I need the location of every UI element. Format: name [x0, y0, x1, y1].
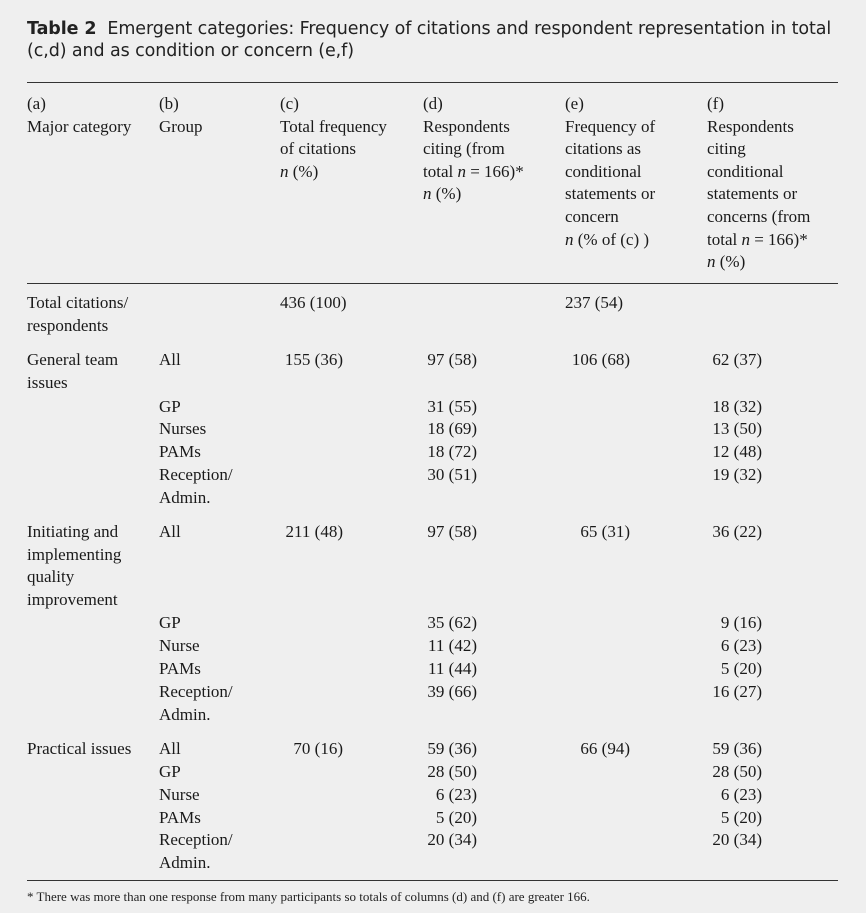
conditional-respondents-cell: 9 (16)	[720, 613, 762, 632]
bottom-rule	[27, 880, 838, 881]
conditional-respondents-cell: 28 (50)	[712, 762, 762, 781]
group-cell: PAMs	[159, 659, 201, 678]
respondents-cell: 28 (50)	[427, 762, 477, 781]
respondents-cell: 6 (23)	[435, 785, 477, 804]
citations-cell: 155 (36)	[284, 350, 343, 369]
conditional-respondents-cell: 18 (32)	[712, 397, 762, 416]
group-cell: Nurse	[159, 636, 200, 655]
header-total-frequency: (c) Total frequency of citations n (%)	[280, 94, 387, 181]
respondents-cell: 30 (51)	[427, 465, 477, 484]
conditional-respondents-cell: 12 (48)	[712, 442, 762, 461]
group-cell: PAMs	[159, 442, 201, 461]
header-respondents-citing: (d) Respondents citing (from total n = 166)* n (%)	[423, 94, 524, 204]
conditional-respondents-cell: 6 (23)	[720, 636, 762, 655]
table-footnote: * There was more than one response from many participants so totals of columns (d) and (f) are greater 166.	[27, 889, 590, 904]
group-cell: Reception/ Admin.	[159, 830, 233, 872]
group-cell: GP	[159, 762, 181, 781]
group-cell: All	[159, 522, 181, 541]
respondents-cell: 18 (72)	[427, 442, 477, 461]
header-conditional-respondents: (f) Respondents citing conditional statements or concerns (from total n = 166)* n (%)	[707, 94, 811, 272]
respondents-cell: 39 (66)	[427, 682, 477, 701]
conditional-respondents-cell: 5 (20)	[720, 659, 762, 678]
citations-cell: 70 (16)	[293, 739, 343, 758]
conditional-respondents-cell: 5 (20)	[720, 808, 762, 827]
category-general-team-issues: General team issues	[27, 350, 119, 392]
header-group: (b) Group	[159, 94, 203, 136]
table-label: Table 2	[27, 19, 97, 39]
table-title: Emergent categories: Frequency of citations and respondent representation in total (c,d) and as condition or concern (e,f)	[27, 19, 832, 61]
respondents-cell: 5 (20)	[435, 808, 477, 827]
total-row-conditional: 237 (54)	[565, 293, 624, 312]
conditional-respondents-cell: 6 (23)	[720, 785, 762, 804]
conditional-respondents-cell: 13 (50)	[712, 419, 762, 438]
group-cell: Nurse	[159, 785, 200, 804]
conditional-cell: 65 (31)	[580, 522, 630, 541]
respondents-cell: 11 (44)	[428, 659, 477, 678]
group-cell: Reception/ Admin.	[159, 465, 233, 507]
respondents-cell: 20 (34)	[427, 830, 477, 849]
total-row-citations: 436 (100)	[280, 293, 347, 312]
conditional-respondents-cell: 19 (32)	[712, 465, 762, 484]
total-row-label: Total citations/ respondents	[27, 293, 129, 335]
respondents-cell: 18 (69)	[427, 419, 477, 438]
conditional-respondents-cell: 36 (22)	[712, 522, 762, 541]
group-cell: GP	[159, 613, 181, 632]
header-major-category: (a) Major category	[27, 94, 132, 136]
respondents-cell: 31 (55)	[427, 397, 477, 416]
conditional-respondents-cell: 59 (36)	[712, 739, 762, 758]
respondents-cell: 35 (62)	[427, 613, 477, 632]
conditional-respondents-cell: 20 (34)	[712, 830, 762, 849]
conditional-respondents-cell: 62 (37)	[712, 350, 762, 369]
citations-cell: 211 (48)	[285, 522, 343, 541]
header-conditional-frequency: (e) Frequency of citations as conditional statements or concern n (% of (c) )	[565, 94, 656, 249]
conditional-cell: 106 (68)	[571, 350, 630, 369]
respondents-cell: 11 (42)	[428, 636, 477, 655]
group-cell: Reception/ Admin.	[159, 682, 233, 724]
group-cell: All	[159, 739, 181, 758]
category-quality-improvement: Initiating and implementing quality improvement	[27, 522, 122, 609]
group-cell: All	[159, 350, 181, 369]
header-rule	[27, 283, 838, 284]
respondents-cell: 97 (58)	[427, 522, 477, 541]
category-practical-issues: Practical issues	[27, 739, 132, 758]
group-cell: GP	[159, 397, 181, 416]
respondents-cell: 97 (58)	[427, 350, 477, 369]
conditional-cell: 66 (94)	[580, 739, 630, 758]
table-caption	[27, 18, 847, 62]
group-cell: Nurses	[159, 419, 207, 438]
group-cell: PAMs	[159, 808, 201, 827]
conditional-respondents-cell: 16 (27)	[712, 682, 762, 701]
respondents-cell: 59 (36)	[427, 739, 477, 758]
top-rule	[27, 82, 838, 83]
